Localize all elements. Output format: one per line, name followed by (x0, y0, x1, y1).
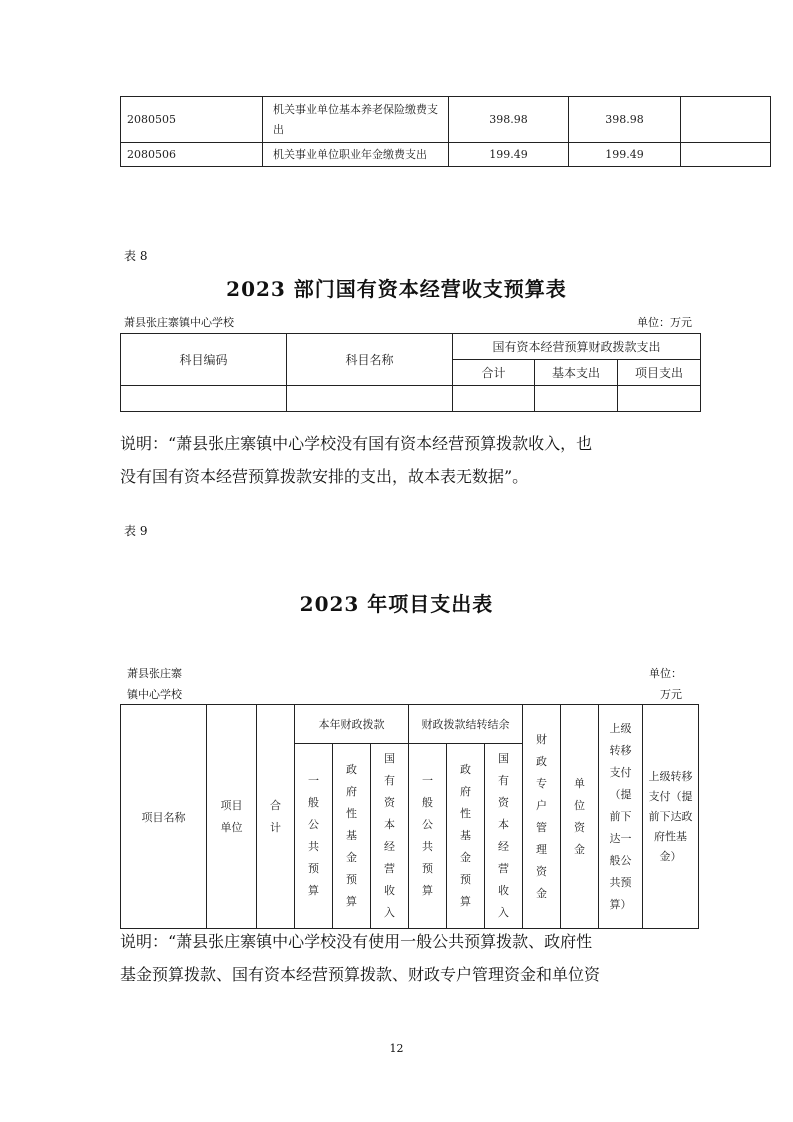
header-unit-fund: 单位资金 (561, 705, 599, 929)
expense-table-continued (120, 96, 771, 167)
header-row (121, 705, 699, 744)
state-capital-budget-table (120, 333, 701, 412)
org-name: 萧县张庄寨镇中心学校 (124, 316, 234, 329)
table-8-title: 2023 部门国有资本经营收支预算表 (226, 277, 567, 301)
header-fund-budget: 政府性基金预算 (333, 744, 371, 929)
header-current-year: 本年财政拨款 (295, 705, 409, 744)
header-special-fund: 财政专户管理资金 (523, 705, 561, 929)
header-fund-budget: 政府性基金预算 (447, 744, 485, 929)
table-row (121, 386, 701, 412)
header-transfer-fund: 上级转移支付（提前下达政府性基金） (643, 705, 699, 929)
header-general-budget: 一般公共预算 (409, 744, 447, 929)
page-number: 12 (389, 1042, 404, 1055)
header-total: 合计 (257, 705, 295, 929)
header-state-capital: 国有资本经营收入 (485, 744, 523, 929)
unit-label: 单位：万元 (637, 316, 692, 329)
header-subject-code: 科目编码 (121, 334, 287, 386)
row-value-total: 398.98 (449, 97, 569, 143)
header-project-name: 项目名称 (121, 705, 207, 929)
table-8-note (120, 427, 700, 493)
header-project-unit: 项目单位 (207, 705, 257, 929)
header-project: 项目支出 (618, 360, 701, 386)
note-line: 没有国有资本经营预算拨款安排的支出，故本表无数据”。 (120, 467, 529, 486)
project-expense-table (120, 704, 699, 929)
header-subject-name: 科目名称 (287, 334, 453, 386)
row-value-total: 199.49 (449, 143, 569, 167)
row-value-basic: 199.49 (569, 143, 681, 167)
table-row (121, 143, 771, 167)
header-transfer-general: 上级转移支付（提前下达一般公共预算） (599, 705, 643, 929)
header-state-capital-group: 国有资本经营预算财政拨款支出 (453, 334, 701, 360)
row-value-project (681, 97, 771, 143)
header-basic: 基本支出 (535, 360, 618, 386)
row-code: 2080505 (121, 97, 263, 143)
table-9-note (120, 925, 700, 991)
org-name: 萧县张庄寨 镇中心学校 (127, 667, 182, 701)
table-row (121, 97, 771, 143)
row-value-basic: 398.98 (569, 97, 681, 143)
header-state-capital: 国有资本经营收入 (371, 744, 409, 929)
note-line: 说明：“萧县张庄寨镇中心学校没有使用一般公共预算拨款、政府性 (120, 932, 593, 951)
row-code: 2080506 (121, 143, 263, 167)
table-9-title: 2023 年项目支出表 (299, 592, 494, 616)
header-row (121, 334, 701, 360)
row-name: 机关事业单位职业年金缴费支出 (263, 143, 449, 167)
header-general-budget: 一般公共预算 (295, 744, 333, 929)
note-line: 说明：“萧县张庄寨镇中心学校没有国有资本经营预算拨款收入，也 (120, 434, 593, 453)
table-8-label: 表 8 (124, 249, 148, 263)
row-value-project (681, 143, 771, 167)
unit-label: 单位： 万元 (649, 667, 682, 701)
note-line: 基金预算拨款、国有资本经营预算拨款、财政专户管理资金和单位资 (120, 965, 601, 984)
table-9-label: 表 9 (124, 524, 148, 538)
row-name: 机关事业单位基本养老保险缴费支出 (263, 97, 449, 143)
header-carryover: 财政拨款结转结余 (409, 705, 523, 744)
header-total: 合计 (453, 360, 535, 386)
